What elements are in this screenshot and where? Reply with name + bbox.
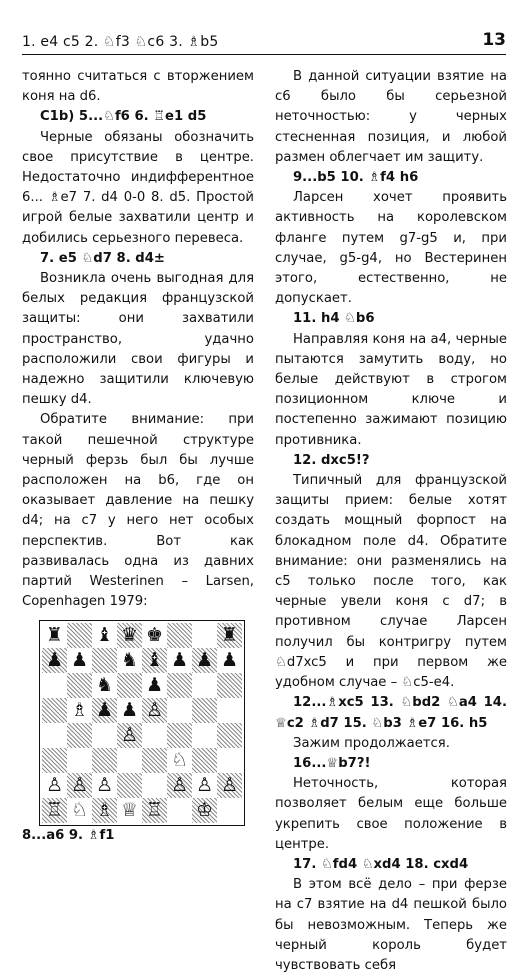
chess-piece-icon: ♘ (170, 749, 189, 772)
board-square (92, 623, 117, 648)
board-square (217, 723, 242, 748)
board-square (142, 798, 167, 823)
paragraph: Черные обязаны обозначить свое присутствие в центре. Недостаточно индифферентное 6... ♗e7 7. d4 0-0 8. d5. Простой игрой белые захватили центр и добились серьезного перевеса. (22, 129, 254, 246)
board-square (42, 623, 67, 648)
board-square (167, 773, 192, 798)
move-line: C1b) 5...♘f6 6. ♖e1 d5 (40, 109, 207, 125)
paragraph: Обратите внимание: при такой пешечной структуре черный ферзь был бы лучше расположен на b6, где он оказывает давление на пешку d4; на c7 у него нет особых перспектив. Вот как развивалась одна из давних партий Westerinen – Larsen, Copenhagen 1979: (22, 412, 254, 610)
board-square (192, 798, 217, 823)
board-square (92, 723, 117, 748)
chess-piece-icon: ♙ (195, 774, 214, 797)
move-line: 7. e5 ♘d7 8. d4± (40, 250, 165, 266)
board-square (92, 673, 117, 698)
board-square (67, 698, 92, 723)
chess-piece-icon: ♟ (120, 699, 139, 722)
chess-piece-icon: ♘ (70, 799, 89, 822)
paragraph: Типичный для французской защиты прием: белые хотят создать мощный форпост на блокадном поле d4. Обратите внимание: они разменялись на c5 только после того, как черные увели коня с d7; в противном случае Ларсен получил бы контригру путем ♘d7xc5 и при первом же удобном случае – ♘c5-e4. (275, 473, 507, 691)
chess-piece-icon: ♙ (220, 774, 239, 797)
board-square (67, 748, 92, 773)
move-line: 16...♕b7?! (293, 755, 371, 771)
chess-piece-icon: ♝ (95, 624, 114, 647)
board-square (167, 723, 192, 748)
board-square (192, 623, 217, 648)
paragraph: Ларсен хочет проявить активность на королевском фланге путем g7-g5 и, при случае, g5-g4, но Вестеринен этого, естественно, не допускает. (275, 190, 507, 307)
board-square (192, 698, 217, 723)
right-column (275, 67, 507, 976)
chess-piece-icon: ♗ (70, 699, 89, 722)
board-square (42, 723, 67, 748)
board-square (142, 623, 167, 648)
board-square (167, 623, 192, 648)
chess-piece-icon: ♗ (95, 799, 114, 822)
chess-board (42, 623, 242, 823)
board-square (42, 673, 67, 698)
paragraph: В данной ситуации взятие на c6 было бы серьезной неточностью: у черных стесненная позиция, и любой размен облегчает им защиту. (275, 69, 507, 165)
board-square (117, 773, 142, 798)
chess-piece-icon: ♟ (70, 649, 89, 672)
board-square (117, 673, 142, 698)
move-line: 9...b5 10. ♗f4 h6 (293, 170, 419, 186)
board-square (192, 723, 217, 748)
board-square (67, 798, 92, 823)
chess-piece-icon: ♟ (95, 699, 114, 722)
move-line: 11. h4 ♘b6 (293, 311, 375, 327)
board-square (117, 623, 142, 648)
board-square (142, 698, 167, 723)
board-square (217, 798, 242, 823)
board-square (217, 773, 242, 798)
chess-piece-icon: ♛ (120, 624, 139, 647)
chess-piece-icon: ♜ (220, 624, 239, 647)
board-square (217, 623, 242, 648)
board-square (67, 773, 92, 798)
chess-piece-icon: ♖ (45, 799, 64, 822)
move-line: 12. dxc5!? (293, 452, 370, 468)
board-square (192, 773, 217, 798)
board-square (42, 648, 67, 673)
board-square (92, 773, 117, 798)
board-square (167, 648, 192, 673)
board-square (217, 648, 242, 673)
board-square (142, 723, 167, 748)
chess-diagram (39, 620, 245, 826)
chess-piece-icon: ♙ (70, 774, 89, 797)
board-square (142, 673, 167, 698)
paragraph: Направляя коня на a4, черные пытаются замутить воду, но белые действуют в строгом позиционном ключе и постепенно зажимают позицию противника. (275, 331, 507, 448)
chess-piece-icon: ♟ (145, 674, 164, 697)
paragraph: Неточность, которая позволяет белым еще больше укрепить свое положение в центре. (275, 776, 507, 852)
move-line: 12...♗xc5 13. ♘bd2 ♘a4 14. ♕c2 ♗d7 15. ♘b3 ♗e7 16. h5 (275, 695, 507, 731)
board-square (67, 623, 92, 648)
board-square (117, 798, 142, 823)
board-square (117, 723, 142, 748)
page-number: 13 (482, 30, 506, 50)
board-square (67, 723, 92, 748)
chess-piece-icon: ♙ (145, 699, 164, 722)
board-square (192, 648, 217, 673)
board-square (42, 773, 67, 798)
chess-piece-icon: ♖ (145, 799, 164, 822)
chess-piece-icon: ♙ (170, 774, 189, 797)
paragraph: В этом всё дело – при ферзе на c7 взятие на d4 пешкой было бы невозможным. Теперь же черный король будет чувствовать себя (275, 877, 507, 973)
board-square (167, 798, 192, 823)
paragraph: тоянно считаться с вторжением коня на d6. (22, 69, 254, 105)
diagram-caption: 8...a6 9. ♗f1 (22, 828, 115, 844)
chess-piece-icon: ♟ (220, 649, 239, 672)
chess-piece-icon: ♕ (120, 799, 139, 822)
board-square (117, 698, 142, 723)
board-square (117, 648, 142, 673)
chess-piece-icon: ♔ (195, 799, 214, 822)
move-line: 17. ♘fd4 ♘xd4 18. cxd4 (293, 856, 469, 872)
board-square (142, 773, 167, 798)
board-square (67, 648, 92, 673)
board-square (192, 673, 217, 698)
chess-piece-icon: ♟ (195, 649, 214, 672)
board-square (192, 748, 217, 773)
chess-piece-icon: ♟ (45, 649, 64, 672)
board-square (217, 673, 242, 698)
chess-piece-icon: ♝ (145, 649, 164, 672)
board-square (117, 748, 142, 773)
board-square (92, 648, 117, 673)
board-square (217, 698, 242, 723)
board-square (142, 648, 167, 673)
chess-piece-icon: ♙ (95, 774, 114, 797)
board-square (42, 698, 67, 723)
board-square (92, 698, 117, 723)
board-square (67, 673, 92, 698)
board-square (167, 748, 192, 773)
board-square (217, 748, 242, 773)
chess-piece-icon: ♟ (170, 649, 189, 672)
chess-piece-icon: ♞ (95, 674, 114, 697)
chess-piece-icon: ♙ (45, 774, 64, 797)
paragraph: Зажим продолжается. (293, 735, 450, 751)
paragraph: Возникла очень выгодная для белых редакция французской защиты: они захватили пространство, удачно расположили свои фигуры и надежно защитили ключевую пешку d4. (22, 271, 254, 408)
header-moves: 1. e4 c5 2. ♘f3 ♘c6 3. ♗b5 (22, 34, 219, 50)
left-column (22, 67, 254, 847)
board-square (167, 673, 192, 698)
chess-piece-icon: ♜ (45, 624, 64, 647)
chess-piece-icon: ♞ (120, 649, 139, 672)
chess-piece-icon: ♚ (145, 624, 164, 647)
running-header (22, 28, 506, 50)
board-square (42, 748, 67, 773)
chess-piece-icon: ♙ (120, 724, 139, 747)
board-square (142, 748, 167, 773)
board-square (92, 798, 117, 823)
board-square (92, 748, 117, 773)
board-square (42, 798, 67, 823)
header-rule (22, 54, 506, 55)
board-square (167, 698, 192, 723)
